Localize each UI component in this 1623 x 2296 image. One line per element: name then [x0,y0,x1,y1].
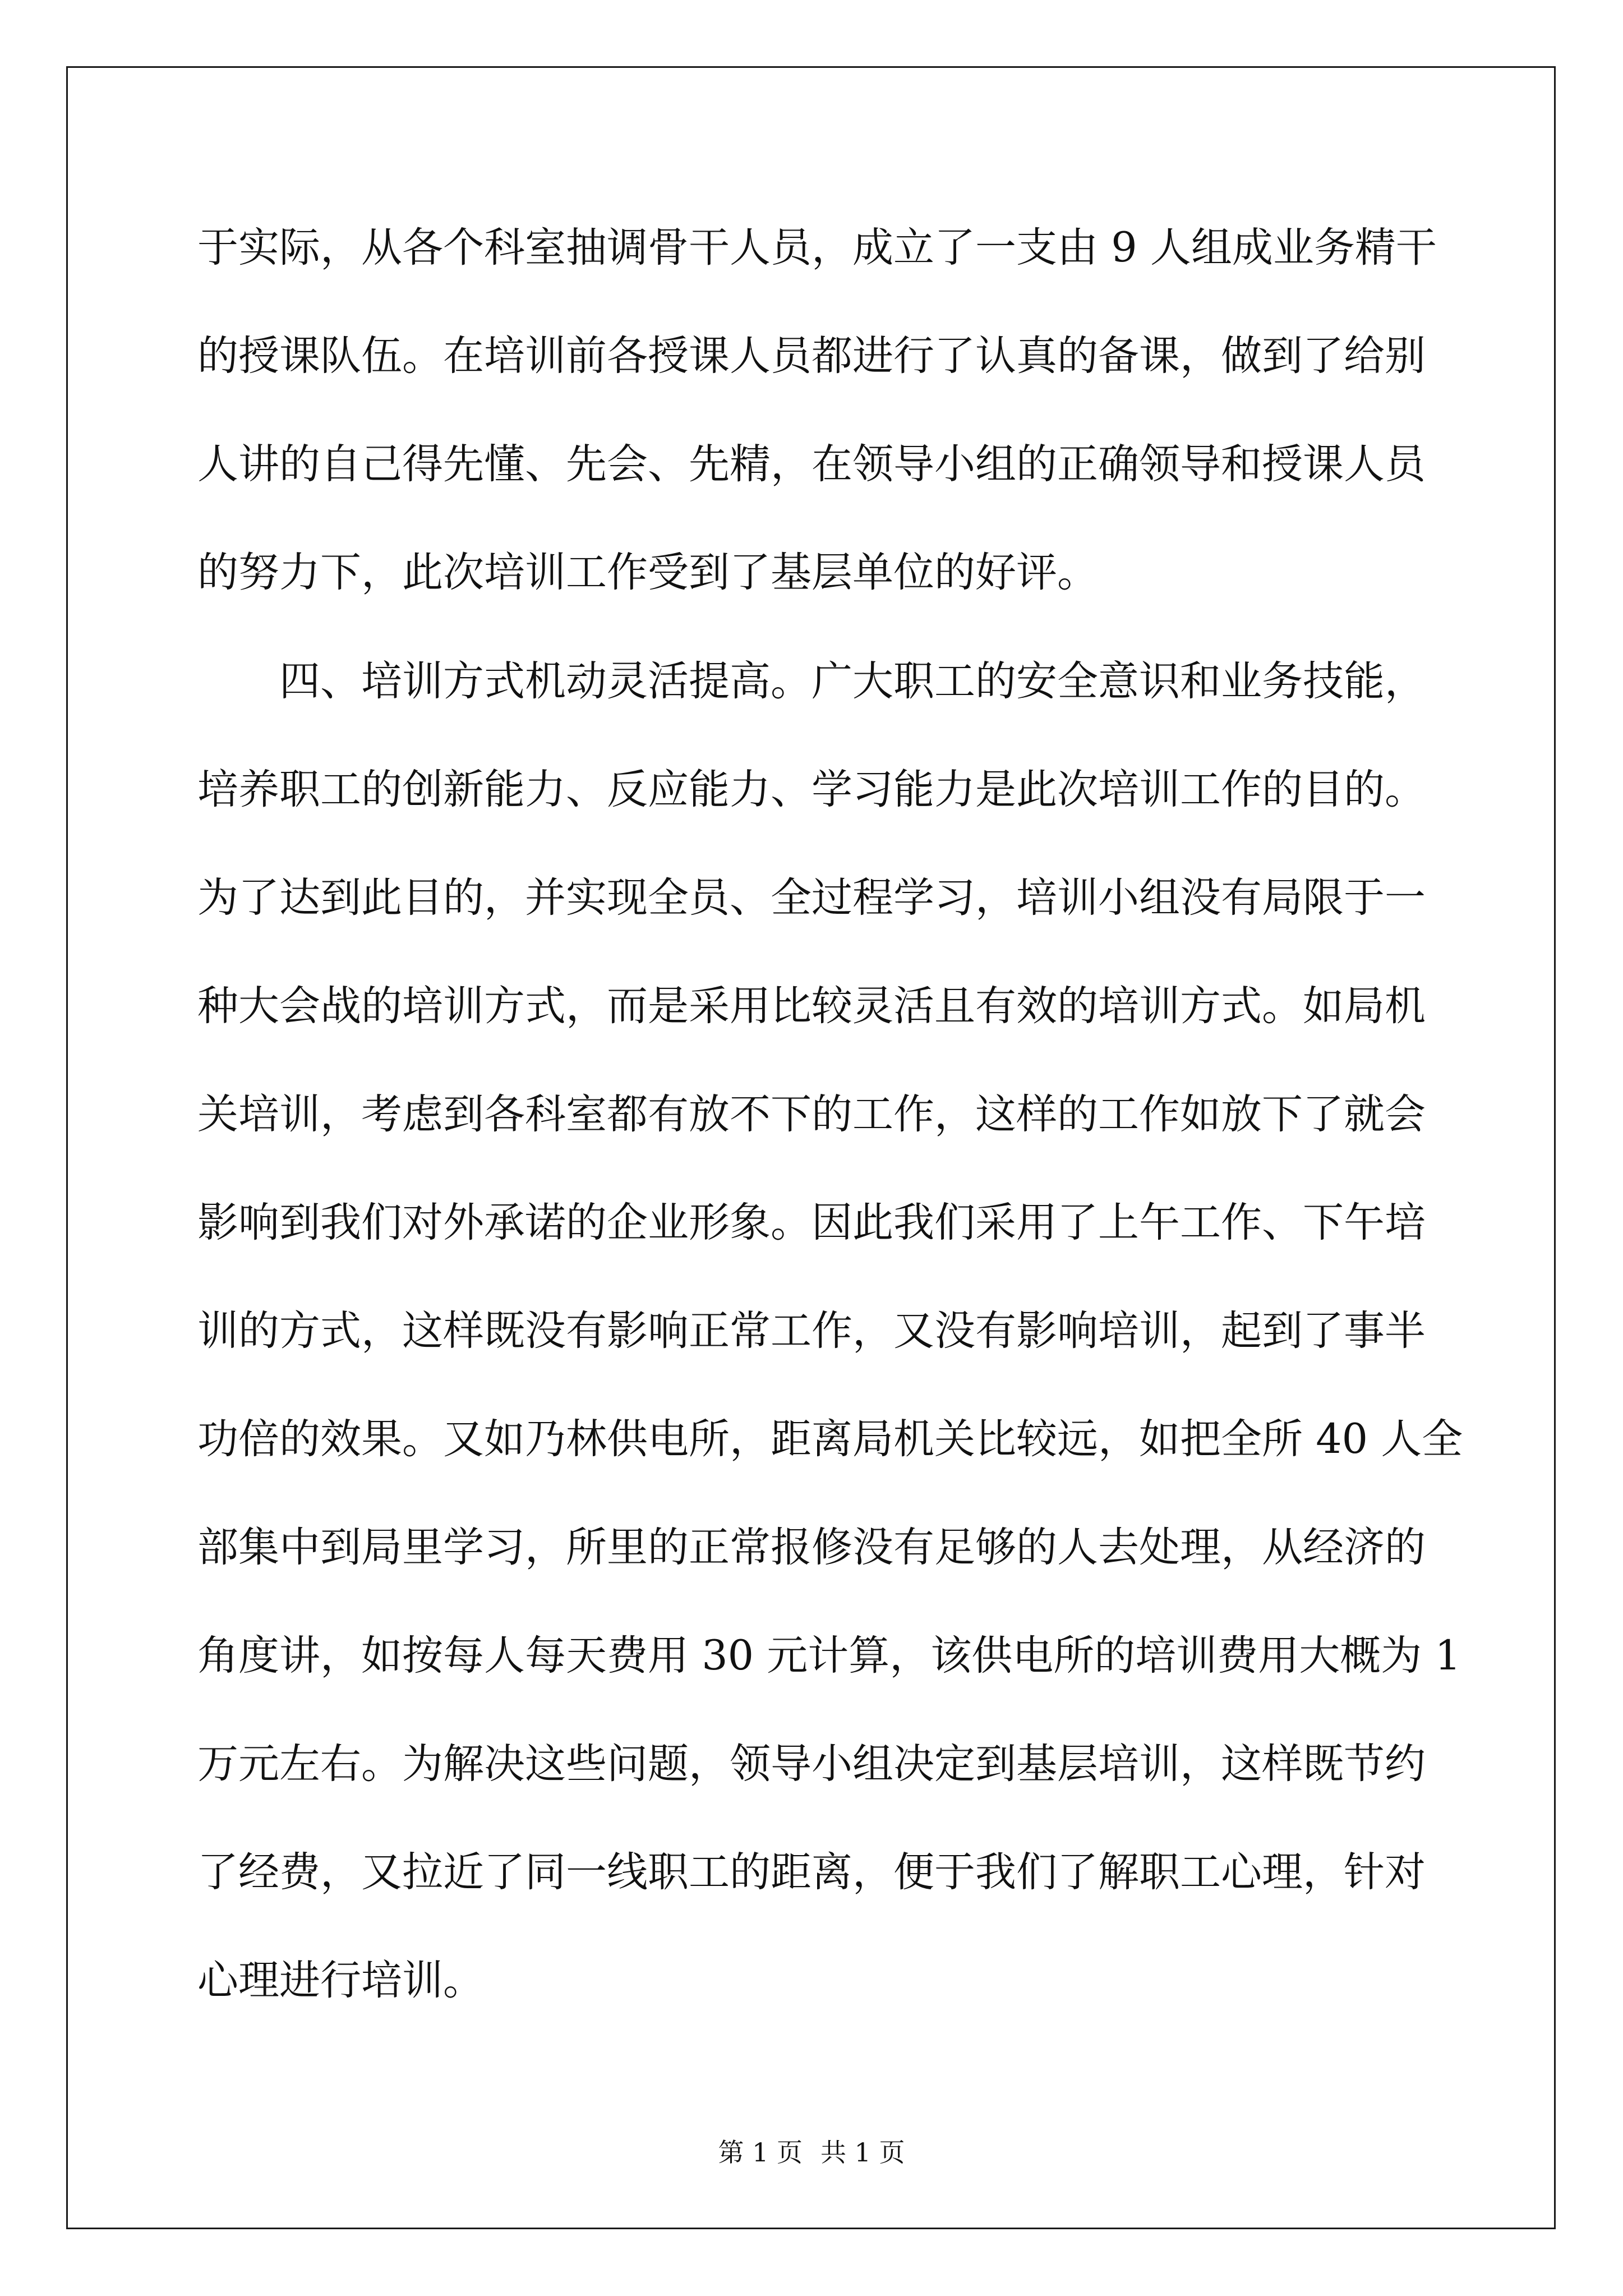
page-footer [0,2137,1623,2168]
page-number: 第 1 页 [718,2137,803,2168]
page-border [66,66,1556,2229]
page-total: 共 1 页 [820,2137,905,2168]
